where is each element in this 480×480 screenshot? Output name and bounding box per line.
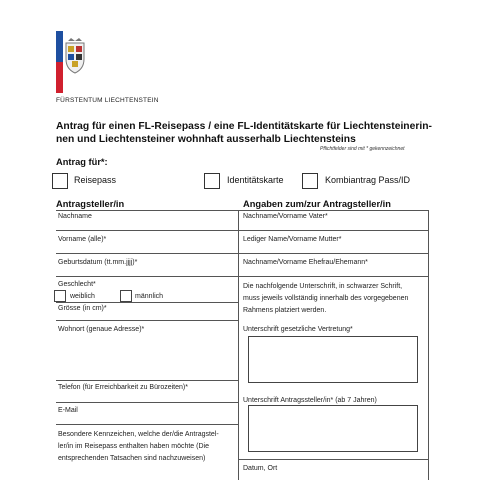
table-top-border	[56, 210, 428, 211]
row-divider	[56, 320, 238, 321]
field-first-names[interactable]: Vorname (alle)*	[58, 236, 107, 243]
field-height[interactable]: Grösse (in cm)*	[58, 305, 107, 312]
field-special-marks-line-2: ler/in im Reisepass enthalten haben möchte (Die	[58, 443, 209, 450]
row-divider	[56, 402, 238, 403]
required-fields-note: Pflichtfelder sind mit * gekennzeichnet	[320, 146, 405, 152]
option-id-card-checkbox[interactable]	[204, 173, 220, 189]
applicant-heading: Antragsteller/in	[56, 199, 125, 209]
option-passport-checkbox[interactable]	[52, 173, 68, 189]
option-id-card-label: Identitätskarte	[227, 175, 284, 185]
option-combined-label: Kombiantrag Pass/ID	[325, 175, 411, 185]
row-divider	[56, 380, 238, 381]
gender-female-checkbox[interactable]	[54, 290, 66, 302]
row-divider	[238, 230, 428, 231]
field-email[interactable]: E-Mail	[58, 407, 78, 414]
field-birth-date[interactable]: Geburtsdatum (tt.mm.jjjj)*	[58, 259, 138, 266]
signature-note-line-1: Die nachfolgende Unterschrift, in schwarzer Schrift,	[243, 283, 403, 290]
row-divider	[56, 302, 238, 303]
option-passport-label: Reisepass	[74, 175, 117, 185]
details-heading: Angaben zum/zur Antragsteller/in	[243, 199, 391, 209]
row-divider	[238, 459, 428, 460]
field-spouse-name[interactable]: Nachname/Vorname Ehefrau/Ehemann*	[243, 259, 368, 266]
row-divider	[56, 230, 238, 231]
coat-of-arms-icon	[62, 37, 88, 77]
field-address[interactable]: Wohnort (genaue Adresse)*	[58, 326, 145, 333]
gender-male-checkbox[interactable]	[120, 290, 132, 302]
row-divider	[238, 253, 428, 254]
row-divider	[238, 276, 428, 277]
row-divider	[56, 253, 238, 254]
row-divider	[56, 276, 238, 277]
applicant-signature-label: Unterschrift Antragssteller/in* (ab 7 Jahren)	[243, 397, 377, 404]
field-special-marks-line-3: entsprechenden Tatsachen sind nachzuweisen)	[58, 455, 206, 462]
gender-female-label: weiblich	[70, 293, 95, 300]
gender-male-label: männlich	[135, 293, 164, 300]
row-divider	[56, 424, 238, 425]
field-gender-label: Geschlecht*	[58, 281, 96, 288]
field-date-place[interactable]: Datum, Ort	[243, 465, 278, 472]
country-name: FÜRSTENTUM LIECHTENSTEIN	[56, 97, 159, 104]
applicant-signature-box[interactable]	[248, 405, 418, 452]
column-divider	[238, 210, 239, 480]
field-father-name[interactable]: Nachname/Vorname Vater*	[243, 213, 328, 220]
field-last-name[interactable]: Nachname	[58, 213, 92, 220]
signature-note-line-2: muss jeweils vollständig innerhalb des vorgegebenen	[243, 295, 409, 302]
table-right-border	[428, 210, 429, 480]
form-title: Antrag für einen FL-Reisepass / eine FL-Identitätskarte für Liechtensteinerin-nen und Liechtensteiner wohnhaft ausserhalb Liechtensteins	[56, 121, 432, 145]
field-special-marks-line-1[interactable]: Besondere Kennzeichen, welche der/die Antragstel-	[58, 431, 219, 438]
signature-note-line-3: Rahmens platziert werden.	[243, 307, 327, 314]
field-mother-name[interactable]: Lediger Name/Vorname Mutter*	[243, 236, 342, 243]
request-type-label: Antrag für*:	[56, 157, 108, 167]
field-phone[interactable]: Telefon (für Erreichbarkeit zu Bürozeiten)*	[58, 384, 188, 391]
legal-representative-signature-label: Unterschrift gesetzliche Vertretung*	[243, 326, 353, 333]
option-combined-checkbox[interactable]	[302, 173, 318, 189]
legal-representative-signature-box[interactable]	[248, 336, 418, 383]
